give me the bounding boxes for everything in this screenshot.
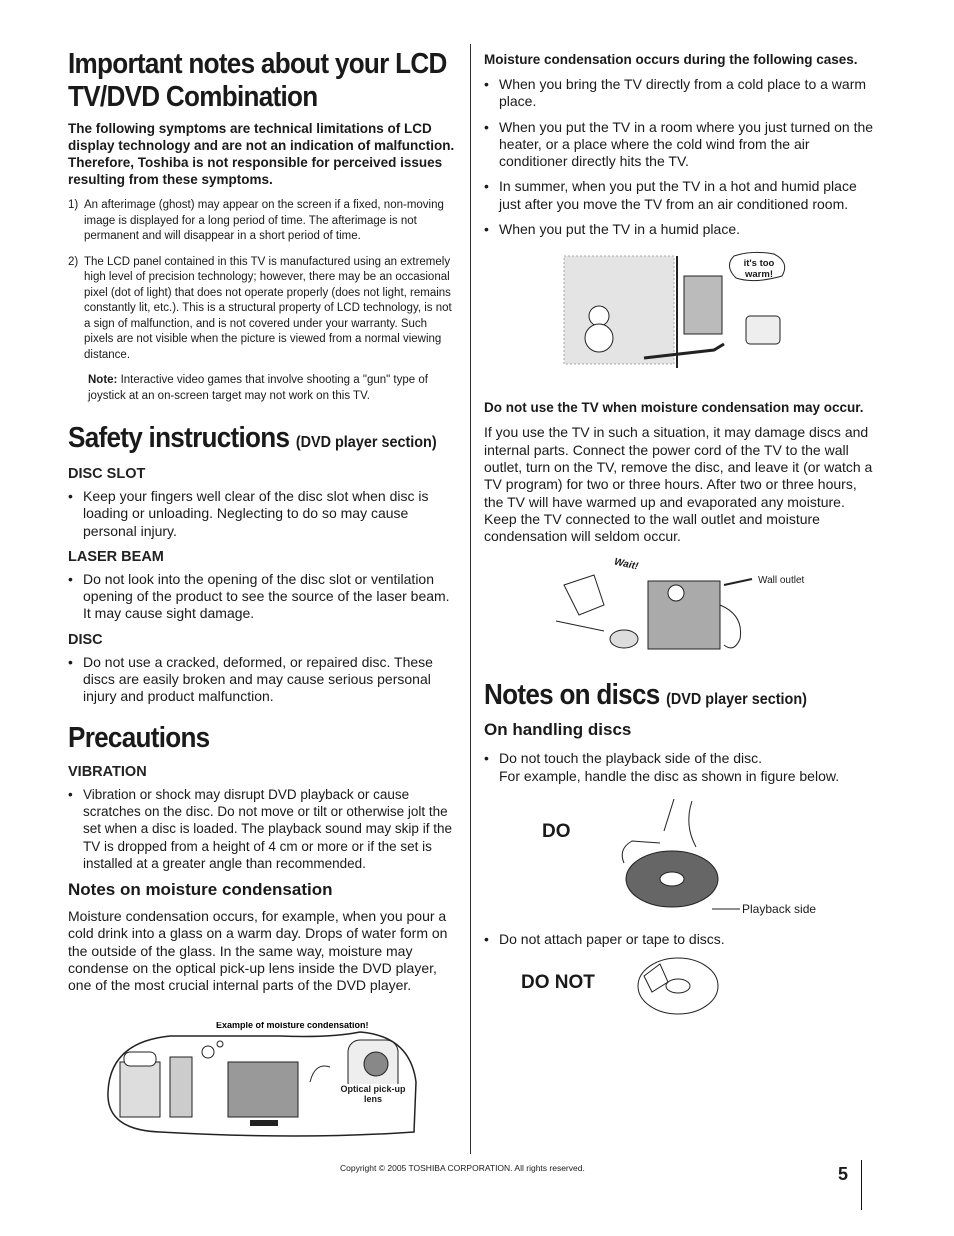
attach-text: Do not attach paper or tape to discs. — [499, 931, 725, 948]
donot-text: If you use the TV in such a situation, it may damage discs and internal parts. Connect the power cord of the TV to the wall outlet, turn on the TV, remove the disc, and leave it (or watch a TV program) for two or three hours. After two or three hours, the TV will have warmed up and evaporated any moisture. Keep the TV connected to the wall outlet and moisture condensation will seldom occur. — [484, 424, 873, 545]
case-text: When you put the TV in a room where you just turned on the heater, or a place where the cold wind from the air conditioner directly hits the TV. — [499, 118, 874, 170]
list-item: • Do not use a cracked, deformed, or repaired disc. These discs are easily broken and may cause serious personal injury and product malfunction. — [68, 654, 458, 706]
discs-title — [484, 679, 837, 716]
case-text: When you put the TV in a humid place. — [499, 221, 740, 238]
disc-heading: DISC — [68, 631, 103, 648]
safety-title-main: Safety instructions — [68, 422, 290, 454]
intro-text: The following symptoms are technical limitations of LCD display technology and are not an indication of malfunction. Therefore, Toshiba is not responsible for perceived issues resulting from these symptoms. — [68, 121, 455, 187]
touch-example: For example, handle the disc as shown in figure below. — [499, 767, 840, 784]
case-text: When you bring the TV directly from a cold place to a warm place. — [499, 76, 867, 110]
right-column — [484, 52, 876, 1026]
warm-speech-bubble: it's too warm! — [743, 258, 775, 281]
vibration-text: Vibration or shock may disrupt DVD playback or cause scratches on the disc. Do not move or tilt or otherwise jolt the set when a disc is loaded. The playback sound may skip if the TV is dropped from a height of 4 cm or more or if the set is installed at a greater angle than recommended. — [83, 786, 452, 871]
wall-outlet-label: Wall outlet — [758, 575, 805, 587]
moisture-text: Moisture condensation occurs, for example, when you pour a cold drink into a glass on a warm day. Drops of water form on the outside of the glass. In the same way, moisture may condense on the optical pick-up lens inside the DVD player, one of the most crucial internal parts of the DVD player. — [68, 908, 448, 994]
condensation-illustration — [100, 1022, 420, 1140]
list-item: • Do not attach paper or tape to discs. — [484, 931, 725, 948]
moisture-heading: Notes on moisture condensation — [68, 880, 333, 900]
numbered-item — [68, 255, 458, 364]
page-title — [68, 48, 447, 114]
laser-heading: LASER BEAM — [68, 548, 164, 565]
list-item: • Vibration or shock may disrupt DVD playback or cause scratches on the disc. Do not move or tilt or otherwise jolt the set when a disc is loaded. The playback sound may skip if the TV is dropped from a height of 4 cm or more or if the set is installed at a greater angle than recommended. — [68, 786, 458, 872]
list-item: • Do not touch the playback side of the disc. — [484, 750, 763, 767]
numbered-item — [68, 198, 458, 245]
figure-label-lens: Optical pick-up lens — [338, 1084, 408, 1104]
vibration-heading: VIBRATION — [68, 763, 147, 780]
playback-side-label: Playback side — [742, 902, 817, 917]
donot-illustration — [484, 956, 876, 1026]
safety-title-sub: (DVD player section) — [295, 434, 437, 451]
wait-label: Wait! — [613, 557, 640, 573]
disc-slot-text: Keep your fingers well clear of the disc slot when disc is loading or unloading. Neglecting to do so may cause personal injury. — [83, 488, 429, 539]
list-item: • Do not look into the opening of the disc slot or ventilation opening of the product to see the source of the laser beam. It may cause sight damage. — [68, 571, 458, 623]
item-number: 1) — [68, 199, 79, 211]
safety-title — [68, 422, 437, 459]
disc-text: Do not use a cracked, deformed, or repaired disc. These discs are easily broken and may cause serious personal injury and product malfunction. — [83, 653, 433, 705]
list-item: • Keep your fingers well clear of the disc slot when disc is loading or unloading. Neglecting to do so may cause personal injury. — [68, 488, 458, 540]
handling-heading: On handling discs — [484, 720, 632, 740]
laser-text: Do not look into the opening of the disc slot or ventilation opening of the product to see the source of the laser beam. It may cause sight damage. — [83, 570, 450, 622]
note-paragraph — [88, 373, 458, 404]
copyright-footer: Copyright © 2005 TOSHIBA CORPORATION. All rights reserved. — [340, 1163, 585, 1173]
note-label: Note: — [88, 374, 118, 386]
figure-label-condensation: Example of moisture condensation! — [216, 1022, 369, 1030]
do-illustration — [484, 785, 876, 921]
touch-text: Do not touch the playback side of the disc. — [499, 750, 763, 767]
list-item: • When you put the TV in a humid place. — [484, 221, 740, 238]
discs-title-main: Notes on discs — [484, 679, 660, 712]
left-column — [68, 48, 458, 995]
cases-heading: Moisture condensation occurs during the following cases. — [484, 52, 858, 67]
wait-illustration — [484, 545, 876, 675]
do-label: DO — [542, 821, 571, 843]
page-title-line2: TV/DVD Combination — [68, 81, 318, 113]
discs-title-sub: (DVD player section) — [666, 691, 807, 709]
precautions-title: Precautions — [68, 721, 210, 754]
page-title-line1: Important notes about your LCD — [68, 48, 447, 80]
column-divider — [470, 44, 471, 1154]
item-text: An afterimage (ghost) may appear on the screen if a fixed, non-moving image is displayed for a long period of time. The afterimage is not permanent and will disappear in a short period of time. — [84, 199, 444, 242]
note-text: Interactive video games that involve shooting a "gun" type of joystick at an on-screen target may not work on this TV. — [88, 374, 428, 402]
list-item: • When you put the TV in a room where you just turned on the heater, or a place where the cold wind from the air conditioner directly hits the TV. — [484, 119, 876, 171]
list-item: • When you bring the TV directly from a cold place to a warm place. — [484, 76, 876, 111]
donot-heading: Do not use the TV when moisture condensation may occur. — [484, 400, 864, 416]
page-rule — [861, 1160, 862, 1210]
page-number: 5 — [838, 1164, 849, 1184]
case-text: In summer, when you put the TV in a hot and humid place just after you move the TV from an air conditioned room. — [499, 178, 857, 212]
do-not-label: DO NOT — [521, 972, 595, 994]
item-text: The LCD panel contained in this TV is manufactured using an extremely high level of precision technology; however, there may be an occasional pixel (dot of light) that does not operate properly (does not light, remains constantly lit, etc.). This is a structural property of LCD technology, is not a sign of malfunction, and is not covered under your warranty. Such pixels are not visible when the picture is viewed from a normal viewing distance. — [84, 255, 452, 361]
disc-slot-heading: DISC SLOT — [68, 466, 146, 482]
warm-illustration — [484, 246, 876, 394]
item-number: 2) — [68, 255, 79, 268]
list-item: • In summer, when you put the TV in a hot and humid place just after you move the TV from an air conditioned room. — [484, 178, 876, 213]
